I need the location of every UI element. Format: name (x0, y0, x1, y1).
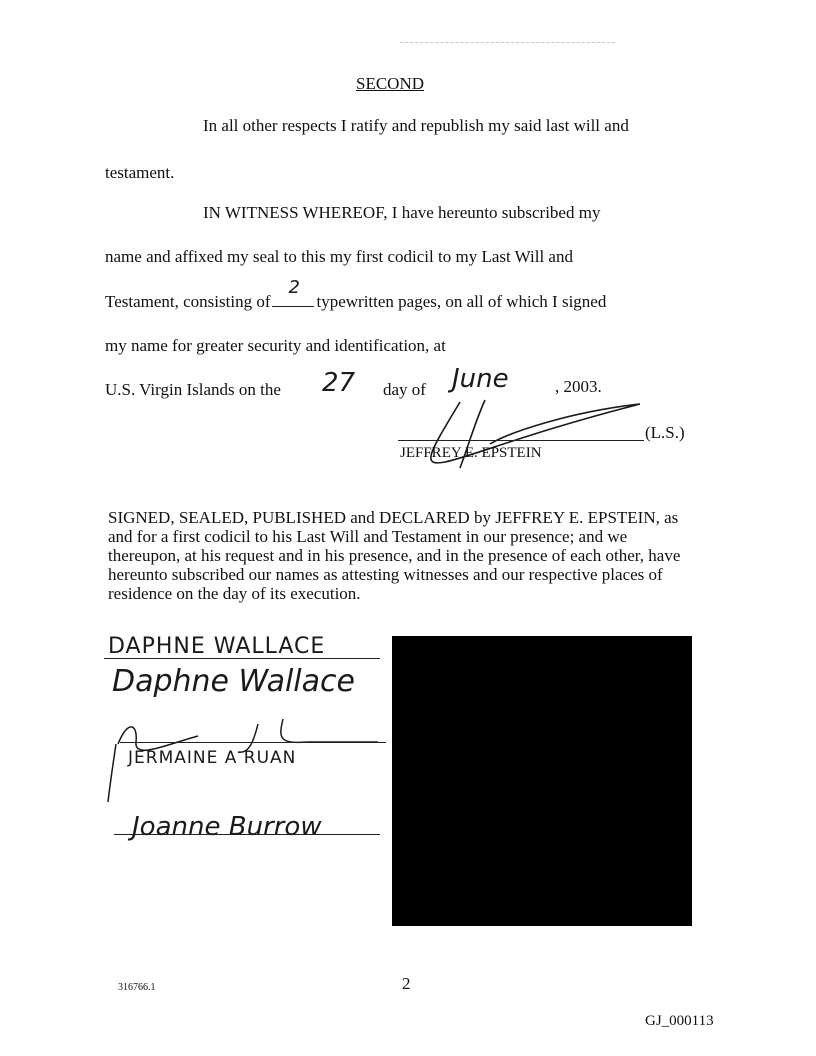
paragraph-line: In all other respects I ratify and republish my said last will and (203, 116, 629, 135)
witness1-line (104, 658, 380, 659)
section-heading: SECOND (356, 74, 425, 93)
paragraph-line: my name for greater security and identification, at (105, 336, 446, 355)
pages-prefix: Testament, consisting of (105, 292, 271, 311)
day-of-label: day of (383, 380, 426, 399)
paragraph-line (105, 277, 607, 312)
signature-line (398, 440, 644, 441)
witness1-printed-name: DAPHNE WALLACE (108, 634, 326, 659)
paragraph-line: name and affixed my seal to this my first codicil to my Last Will and (105, 247, 573, 266)
place-prefix: U.S. Virgin Islands on the (105, 380, 281, 399)
seal-label: (L.S.) (645, 423, 685, 442)
witness3-line (114, 834, 380, 835)
day-handwritten: 27 (322, 368, 356, 398)
bates-number: GJ_000113 (645, 1013, 714, 1029)
scan-artifact (400, 42, 615, 43)
witness2-line (120, 742, 386, 743)
pages-suffix: typewritten pages, on all of which I signed (316, 292, 607, 311)
document-number: 316766.1 (118, 982, 156, 993)
witness2-printed-name: JERMAINE A RUAN (128, 748, 297, 768)
month-handwritten: June (452, 364, 509, 394)
attestation-clause: SIGNED, SEALED, PUBLISHED and DECLARED by JEFFREY E. EPSTEIN, as and for a first codicil to his Last Will and Testament in our presence; and we thereupon, at his request and in his presence, and in the presence of each other, have hereunto subscribed our names as attesting witnesses and our respective places of residence on the day of its execution. (108, 508, 681, 603)
witness3-signature: Joanne Burrow (132, 812, 322, 842)
witness1-signature: Daphne Wallace (112, 664, 355, 699)
paragraph-line: IN WITNESS WHEREOF, I have hereunto subscribed my (203, 203, 601, 222)
signer-name: JEFFREY E. EPSTEIN (400, 445, 542, 461)
redaction-box (392, 636, 692, 926)
paragraph-line: testament. (105, 163, 175, 182)
page-number: 2 (402, 974, 411, 993)
year-suffix: , 2003. (555, 377, 602, 396)
pages-blank (272, 277, 314, 307)
pages-handwritten: 2 (288, 277, 300, 298)
